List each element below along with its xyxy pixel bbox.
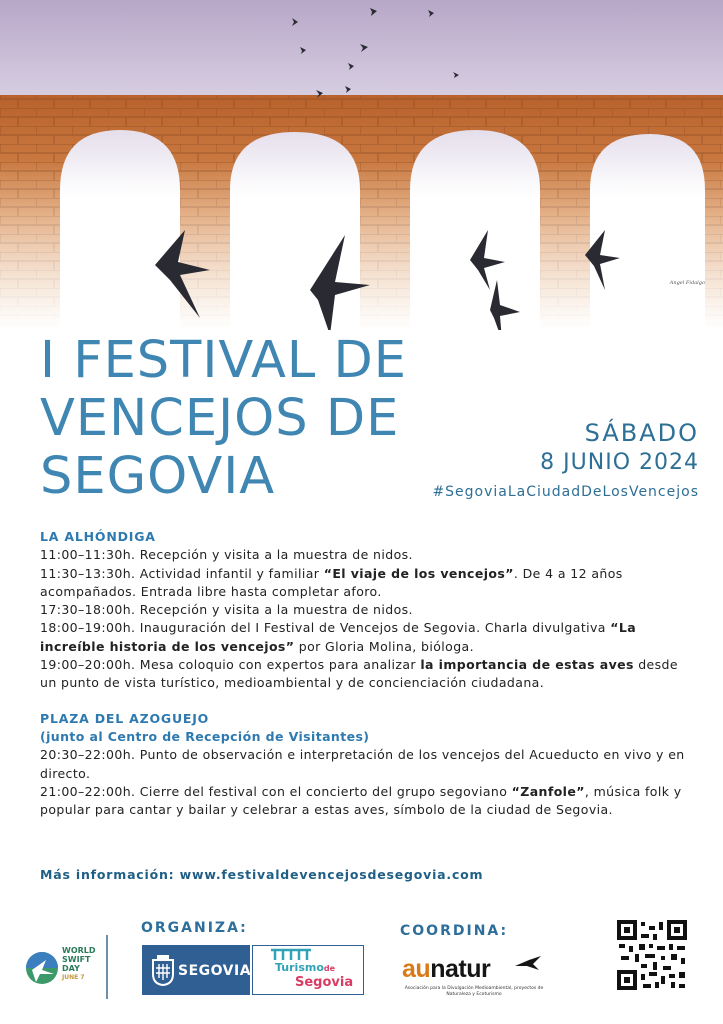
program-schedule bbox=[40, 528, 690, 819]
coordina-label: COORDINA: bbox=[400, 923, 509, 939]
title-line: SEGOVIA bbox=[40, 447, 276, 506]
festival-title bbox=[40, 332, 460, 506]
schedule-item: 20:30–22:00h. Punto de observación e interpretación de los vencejos del Acueducto en vivo y en directo. bbox=[40, 747, 685, 781]
aunatur-tagline: Asociación para la Divulgación Medioambiental, proyectos de Naturaleza y Ecoturismo bbox=[404, 986, 544, 997]
date-block bbox=[432, 418, 699, 500]
schedule-item: 11:30–13:30h. Actividad infantil y familiar “El viaje de los vencejos”. De 4 a 12 años acompañados. Entrada libre hasta completar aforo. bbox=[40, 565, 623, 599]
schedule-item: 19:00–20:00h. Mesa coloquio con expertos para analizar la importancia de estas aves desde un punto de vista turístico, medioambiental y de concienciación ciudadana. bbox=[40, 657, 678, 691]
venue-subheading: (junto al Centro de Recepción de Visitantes) bbox=[40, 728, 370, 744]
title-line: I FESTIVAL DE bbox=[40, 331, 408, 390]
schedule-item: 17:30–18:00h. Recepción y visita a la muestra de nidos. bbox=[40, 602, 413, 618]
hashtag: #SegoviaLaCiudadDeLosVencejos bbox=[432, 484, 699, 500]
hero-aqueduct-photo bbox=[0, 0, 723, 330]
world-swift-day-logo bbox=[24, 942, 108, 996]
title-line: VENCEJOS DE bbox=[40, 389, 400, 448]
swift-logo-icon bbox=[515, 956, 541, 972]
event-date: 8 JUNIO 2024 bbox=[540, 450, 699, 475]
schedule-item: 18:00–19:00h. Inauguración del I Festival de Vencejos de Segovia. Charla divulgativa “La increíble historia de los vencejos” por Gloria Molina, bióloga. bbox=[40, 620, 637, 654]
aqueduct-illustration bbox=[0, 0, 723, 330]
venue-heading: LA ALHÓNDIGA bbox=[40, 529, 156, 544]
aqueduct-icon bbox=[271, 948, 311, 962]
event-day: SÁBADO bbox=[584, 419, 699, 447]
qr-code[interactable] bbox=[617, 920, 687, 990]
organiza-label: ORGANIZA: bbox=[141, 920, 248, 936]
divider bbox=[106, 935, 108, 999]
photo-credit: Angel Fidalgo bbox=[669, 280, 705, 286]
aunatur-logo: aunatur bbox=[402, 955, 491, 983]
schedule-item: 21:00–22:00h. Cierre del festival con el concierto del grupo segoviano “Zanfole”, música folk y popular para cantar y bailar y celebrar a estas aves, símbolo de la ciudad de Segovia. bbox=[40, 783, 682, 818]
turismo-segovia-logo: Turismode Segovia bbox=[252, 945, 364, 995]
globe-icon bbox=[24, 948, 60, 988]
schedule-item: 11:00–11:30h. Recepción y visita a la muestra de nidos. bbox=[40, 547, 413, 563]
world-swift-day-text: WORLD SWIFT DAY JUNE 7 bbox=[62, 946, 96, 981]
coat-of-arms-icon bbox=[151, 954, 175, 986]
venue-heading: PLAZA DEL AZOGUEJO bbox=[40, 710, 210, 726]
ayuntamiento-segovia-logo: SEGOVIA bbox=[142, 945, 250, 995]
more-info-link[interactable]: Más información: www.festivaldevencejosdesegovia.com bbox=[40, 867, 484, 882]
